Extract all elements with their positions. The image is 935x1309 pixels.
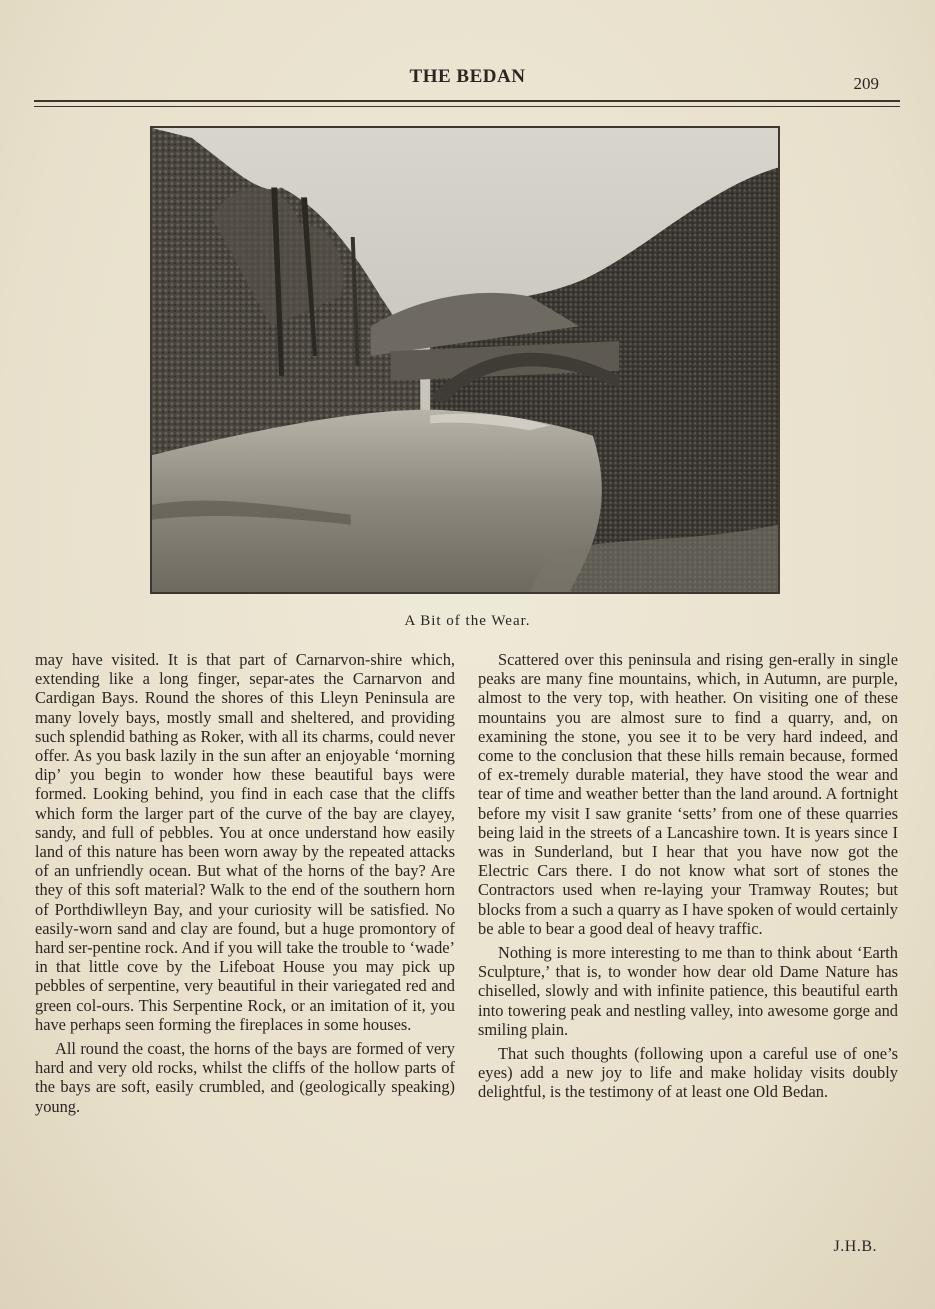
right-text-column xyxy=(478,650,898,1107)
left-paragraph-2: All round the coast, the horns of the bays are formed of very hard and very old rocks, whilst the cliffs of the hollow parts of the bays are soft, easily crumbled, and (geologically speaking) young. xyxy=(35,1039,455,1116)
page-number: 209 xyxy=(853,74,879,93)
photograph-illustration xyxy=(152,128,778,592)
header-rule-thick xyxy=(34,100,900,102)
running-header-title: THE BEDAN xyxy=(409,66,526,87)
author-signature: J.H.B. xyxy=(833,1238,877,1255)
left-text-column xyxy=(35,650,455,1121)
right-paragraph-3: That such thoughts (following upon a careful use of one’s eyes) add a new joy to life and make holiday visits doubly delightful, is the testimony of at least one Old Bedan. xyxy=(478,1044,898,1102)
left-paragraph-1: may have visited. It is that part of Carnarvon-shire which, extending like a long finger, separ-ates the Carnarvon and Cardigan Bays. Round the shores of this Lleyn Peninsula are many lovely bays, mostly small and sheltered, and providing such splendid bathing as Roker, with all its charms, could never offer. As you bask lazily in the sun after an enjoyable ‘morning dip’ you begin to wonder how these beautiful bays were formed. Looking behind, you find in each case that the cliffs which form the larger part of the curve of the bay are clayey, sandy, and full of pebbles. You at once understand how easily land of this nature has been worn away by the repeated attacks of an unfriendly ocean. But what of the horns of the bay? Are they of this soft material? Walk to the end of the southern horn of Porthdiwlleyn Bay, and your curiosity will be satisfied. No easily-worn sand and clay are found, but a huge promontory of hard ser-pentine rock. And if you will take the trouble to ‘wade’ in that little cove by the Lifeboat House you may pick up pebbles of serpentine, very beautiful in their variegated red and green col-ours. This Serpentine Rock, or an imitation of it, you have perhaps seen forming the fireplaces in some houses. xyxy=(35,650,455,1034)
river-bridge-photograph xyxy=(150,126,780,594)
figure-caption: A Bit of the Wear. xyxy=(404,613,531,629)
header-rule-thin xyxy=(34,106,900,107)
right-paragraph-2: Nothing is more interesting to me than to think about ‘Earth Sculpture,’ that is, to wonder how dear old Dame Nature has chiselled, slowly and with infinite patience, this beautiful earth into towering peak and nestling valley, into awesome gorge and smiling plain. xyxy=(478,943,898,1039)
right-paragraph-1: Scattered over this peninsula and rising gen-erally in single peaks are many fine mountains, which, in Autumn, are purple, almost to the very top, with heather. On visiting one of these mountains you are almost sure to find a quarry, and, on examining the stone, you see it to be very hard indeed, and come to the conclusion that these hills remain because, formed of ex-tremely durable material, they have stood the wear and tear of time and weather better than the land around. A fortnight before my visit I saw granite ‘setts’ from one of these quarries being laid in the streets of a Lancashire town. It is years since I was in Sunderland, but I hear that you have now got the Electric Cars there. I do not know what sort of stones the Contractors used when re-laying your Tramway Routes; but blocks from a such a quarry as I have spoken of would certainly be able to bear a good deal of heavy traffic. xyxy=(478,650,898,938)
